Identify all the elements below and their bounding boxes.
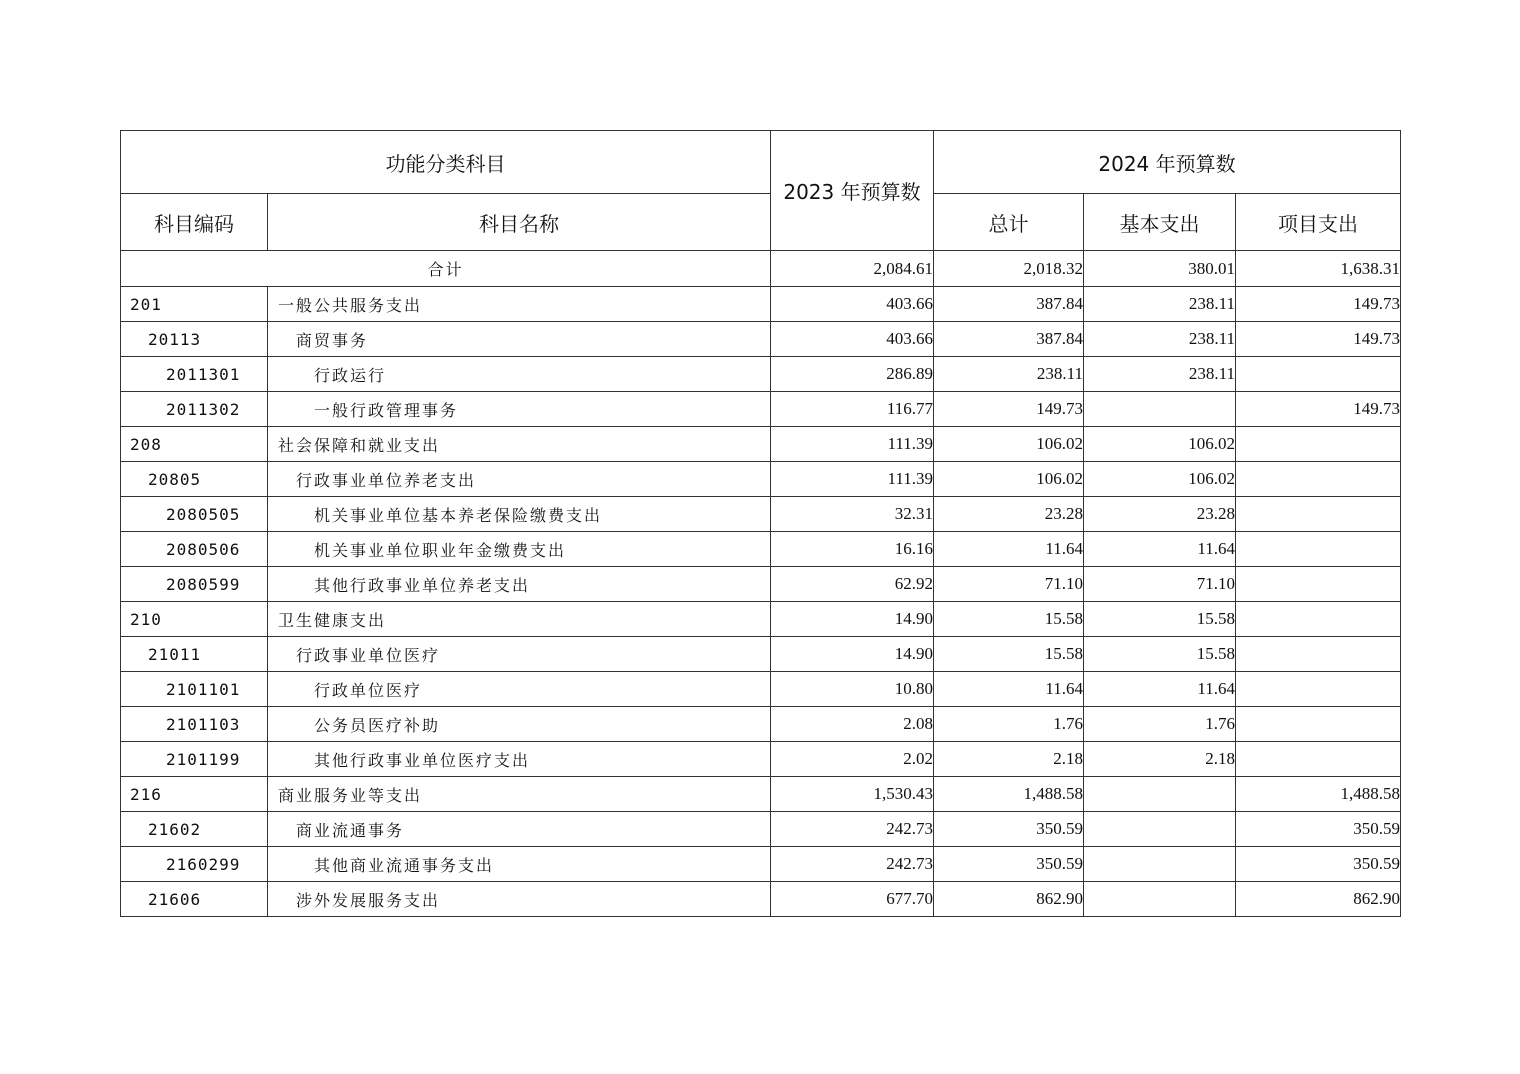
table-row: [121, 812, 1401, 847]
subject-code-cell: 20113: [121, 322, 268, 357]
budget-2023-cell: 242.73: [771, 812, 934, 847]
project-expenditure-cell: [1236, 637, 1401, 672]
table-row: [121, 602, 1401, 637]
budget-2023-cell: 1,530.43: [771, 777, 934, 812]
total-2024: 2,018.32: [934, 251, 1084, 287]
subject-code-cell: 2080505: [121, 497, 268, 532]
total-2024-cell: 1.76: [934, 707, 1084, 742]
budget-2023-cell: 111.39: [771, 427, 934, 462]
project-expenditure-cell: [1236, 357, 1401, 392]
subject-code-cell: 201: [121, 287, 268, 322]
table-row: [121, 392, 1401, 427]
basic-expenditure-cell: 1.76: [1084, 707, 1236, 742]
total-2024-cell: 11.64: [934, 532, 1084, 567]
basic-expenditure-cell: [1084, 847, 1236, 882]
table-row: [121, 847, 1401, 882]
basic-expenditure-cell: 23.28: [1084, 497, 1236, 532]
subject-name-cell: 卫生健康支出: [268, 602, 771, 637]
basic-expenditure-cell: 106.02: [1084, 427, 1236, 462]
total-2024-cell: 387.84: [934, 322, 1084, 357]
total-project: 1,638.31: [1236, 251, 1401, 287]
total-2024-cell: 387.84: [934, 287, 1084, 322]
subject-code-cell: 2011302: [121, 392, 268, 427]
project-expenditure-cell: [1236, 427, 1401, 462]
budget-2023-cell: 403.66: [771, 322, 934, 357]
subject-name-cell: 社会保障和就业支出: [268, 427, 771, 462]
budget-2023-cell: 242.73: [771, 847, 934, 882]
subject-name-cell: 商业流通事务: [268, 812, 771, 847]
total-2024-cell: 106.02: [934, 462, 1084, 497]
budget-2023-cell: 286.89: [771, 357, 934, 392]
project-expenditure-cell: 862.90: [1236, 882, 1401, 917]
total-2024-cell: 238.11: [934, 357, 1084, 392]
budget-2023-cell: 32.31: [771, 497, 934, 532]
budget-2023-header: 2023 年预算数: [771, 131, 934, 251]
project-expenditure-cell: 1,488.58: [1236, 777, 1401, 812]
subject-name-cell: 一般公共服务支出: [268, 287, 771, 322]
subject-code-cell: 210: [121, 602, 268, 637]
total-2024-cell: 1,488.58: [934, 777, 1084, 812]
total-2024-cell: 15.58: [934, 602, 1084, 637]
basic-expenditure-cell: [1084, 392, 1236, 427]
header-row-1: [121, 131, 1401, 194]
basic-expenditure-cell: 71.10: [1084, 567, 1236, 602]
total-2024-cell: 23.28: [934, 497, 1084, 532]
project-expenditure-cell: [1236, 742, 1401, 777]
basic-expenditure-cell: 15.58: [1084, 637, 1236, 672]
budget-2023-cell: 403.66: [771, 287, 934, 322]
subject-name-cell: 机关事业单位基本养老保险缴费支出: [268, 497, 771, 532]
subject-name-cell: 涉外发展服务支出: [268, 882, 771, 917]
subject-name-cell: 行政事业单位医疗: [268, 637, 771, 672]
total-2024-cell: 862.90: [934, 882, 1084, 917]
project-expenditure-cell: 350.59: [1236, 812, 1401, 847]
project-expenditure-header: 项目支出: [1236, 194, 1401, 251]
table-row: [121, 462, 1401, 497]
project-expenditure-cell: 149.73: [1236, 392, 1401, 427]
budget-2023-cell: 2.08: [771, 707, 934, 742]
budget-2023-cell: 16.16: [771, 532, 934, 567]
table-row: [121, 637, 1401, 672]
budget-2024-header: 2024 年预算数: [934, 131, 1401, 194]
table-row: [121, 672, 1401, 707]
functional-category-header: 功能分类科目: [121, 131, 771, 194]
project-expenditure-cell: 350.59: [1236, 847, 1401, 882]
total-2024-header: 总计: [934, 194, 1084, 251]
basic-expenditure-header: 基本支出: [1084, 194, 1236, 251]
project-expenditure-cell: [1236, 567, 1401, 602]
total-2024-cell: 11.64: [934, 672, 1084, 707]
subject-code-cell: 208: [121, 427, 268, 462]
project-expenditure-cell: [1236, 497, 1401, 532]
total-basic: 380.01: [1084, 251, 1236, 287]
basic-expenditure-cell: 238.11: [1084, 357, 1236, 392]
subject-name-cell: 其他商业流通事务支出: [268, 847, 771, 882]
total-label: 合计: [121, 251, 771, 287]
subject-code-cell: 21602: [121, 812, 268, 847]
subject-name-cell: 行政运行: [268, 357, 771, 392]
budget-2023-cell: 677.70: [771, 882, 934, 917]
budget-2023-cell: 14.90: [771, 637, 934, 672]
budget-2023-cell: 111.39: [771, 462, 934, 497]
subject-name-cell: 行政单位医疗: [268, 672, 771, 707]
project-expenditure-cell: [1236, 672, 1401, 707]
subject-name-cell: 其他行政事业单位医疗支出: [268, 742, 771, 777]
table-row: [121, 497, 1401, 532]
table-body: [121, 251, 1401, 917]
budget-table: [120, 130, 1401, 917]
subject-name-cell: 其他行政事业单位养老支出: [268, 567, 771, 602]
subject-code-cell: 2160299: [121, 847, 268, 882]
table-row: [121, 532, 1401, 567]
budget-2023-cell: 10.80: [771, 672, 934, 707]
subject-code-cell: 2101101: [121, 672, 268, 707]
budget-2023-cell: 62.92: [771, 567, 934, 602]
header-row-2: [121, 194, 1401, 251]
project-expenditure-cell: [1236, 707, 1401, 742]
budget-2023-cell: 2.02: [771, 742, 934, 777]
subject-name-cell: 一般行政管理事务: [268, 392, 771, 427]
subject-code-cell: 216: [121, 777, 268, 812]
table-row: [121, 882, 1401, 917]
subject-code-cell: 2080506: [121, 532, 268, 567]
subject-code-cell: 2080599: [121, 567, 268, 602]
budget-2023-cell: 14.90: [771, 602, 934, 637]
subject-code-cell: 20805: [121, 462, 268, 497]
subject-code-header: 科目编码: [121, 194, 268, 251]
subject-code-cell: 21606: [121, 882, 268, 917]
basic-expenditure-cell: 238.11: [1084, 322, 1236, 357]
table-row: [121, 287, 1401, 322]
subject-name-cell: 商业服务业等支出: [268, 777, 771, 812]
table-row: [121, 567, 1401, 602]
subject-code-cell: 2101199: [121, 742, 268, 777]
basic-expenditure-cell: 15.58: [1084, 602, 1236, 637]
project-expenditure-cell: [1236, 462, 1401, 497]
basic-expenditure-cell: 238.11: [1084, 287, 1236, 322]
project-expenditure-cell: [1236, 532, 1401, 567]
basic-expenditure-cell: 106.02: [1084, 462, 1236, 497]
table-row: [121, 777, 1401, 812]
total-2024-cell: 350.59: [934, 847, 1084, 882]
table-row: [121, 707, 1401, 742]
total-2024-cell: 15.58: [934, 637, 1084, 672]
basic-expenditure-cell: 2.18: [1084, 742, 1236, 777]
subject-name-cell: 机关事业单位职业年金缴费支出: [268, 532, 771, 567]
total-2024-cell: 149.73: [934, 392, 1084, 427]
project-expenditure-cell: 149.73: [1236, 287, 1401, 322]
subject-code-cell: 2011301: [121, 357, 268, 392]
total-row: [121, 251, 1401, 287]
basic-expenditure-cell: 11.64: [1084, 532, 1236, 567]
subject-name-cell: 行政事业单位养老支出: [268, 462, 771, 497]
total-2024-cell: 2.18: [934, 742, 1084, 777]
table-row: [121, 322, 1401, 357]
basic-expenditure-cell: [1084, 882, 1236, 917]
subject-name-cell: 商贸事务: [268, 322, 771, 357]
subject-name-header: 科目名称: [268, 194, 771, 251]
basic-expenditure-cell: 11.64: [1084, 672, 1236, 707]
subject-code-cell: 2101103: [121, 707, 268, 742]
subject-name-cell: 公务员医疗补助: [268, 707, 771, 742]
total-2024-cell: 71.10: [934, 567, 1084, 602]
total-budget-2023: 2,084.61: [771, 251, 934, 287]
basic-expenditure-cell: [1084, 777, 1236, 812]
total-2024-cell: 106.02: [934, 427, 1084, 462]
project-expenditure-cell: 149.73: [1236, 322, 1401, 357]
budget-2023-cell: 116.77: [771, 392, 934, 427]
basic-expenditure-cell: [1084, 812, 1236, 847]
project-expenditure-cell: [1236, 602, 1401, 637]
table-row: [121, 742, 1401, 777]
total-2024-cell: 350.59: [934, 812, 1084, 847]
table-row: [121, 357, 1401, 392]
table-row: [121, 427, 1401, 462]
subject-code-cell: 21011: [121, 637, 268, 672]
